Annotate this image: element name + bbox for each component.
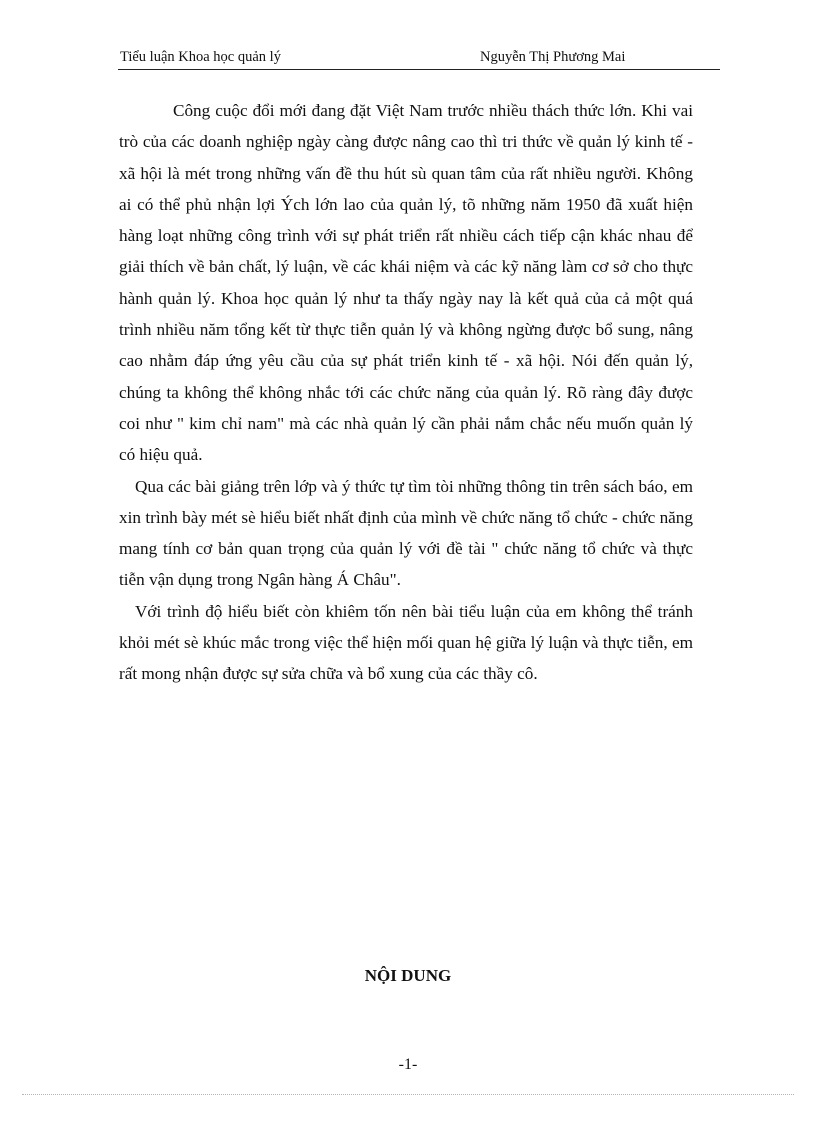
intro-paragraph-1: Công cuộc đổi mới đang đặt Việt Nam trước nhiều thách thức lớn. Khi vai trò của các doanh nghiệp ngày càng được nâng cao thì tri thức về quản lý kinh tế - xã hội là mét trong những vấn đề thu hút sù quan tâm của rất nhiều người. Không ai có thể phủ nhận lợi Ých lớn lao của quản lý, tõ những năm 1950 đã xuất hiện hàng loạt những công trình với sự phát triển rất nhiều cách tiếp cận khác nhau để giải thích về bản chất, lý luận, về các khái niệm và các kỹ năng làm cơ sở cho thực hành quản lý. Khoa học quản lý như ta thấy ngày nay là kết quả của cả một quá trình nhiều năm tổng kết từ thực tiễn quản lý và không ngừng được bổ sung, nâng cao nhằm đáp ứng yêu cầu của sự phát triển kinh tế - xã hội. Nói đến quản lý, chúng ta không thể không nhắc tới các chức năng của quản lý. Rõ ràng đây được coi như " kim chỉ nam" mà các nhà quản lý cần phải nắm chắc nếu muốn quản lý có hiệu quả.: [119, 101, 693, 465]
intro-paragraph-3: Với trình độ hiểu biết còn khiêm tốn nên bài tiểu luận của em không thể tránh khỏi mét sè khúc mắc trong việc thể hiện mối quan hệ giữa lý luận và thực tiễn, em rất mong nhận được sự sửa chữa và bổ xung của các thầy cô.: [119, 601, 693, 684]
page-number: -1-: [398, 1056, 418, 1073]
body-text: [119, 95, 693, 690]
page-bottom-divider: [22, 1094, 794, 1095]
header-author-name: Nguyễn Thị Phương Mai: [480, 49, 626, 65]
header-document-title: Tiểu luận Khoa học quản lý: [120, 49, 281, 65]
page-header: [118, 49, 720, 70]
section-heading: NỘI DUNG: [364, 966, 452, 985]
intro-paragraph-2: Qua các bài giảng trên lớp và ý thức tự tìm tòi những thông tin trên sách báo, em xin trình bày mét sè hiểu biết nhất định của mình về chức năng tổ chức - chức năng mang tính cơ bản quan trọng của quản lý với đề tài " chức năng tổ chức và thực tiễn vận dụng trong Ngân hàng Á Châu".: [119, 476, 693, 590]
